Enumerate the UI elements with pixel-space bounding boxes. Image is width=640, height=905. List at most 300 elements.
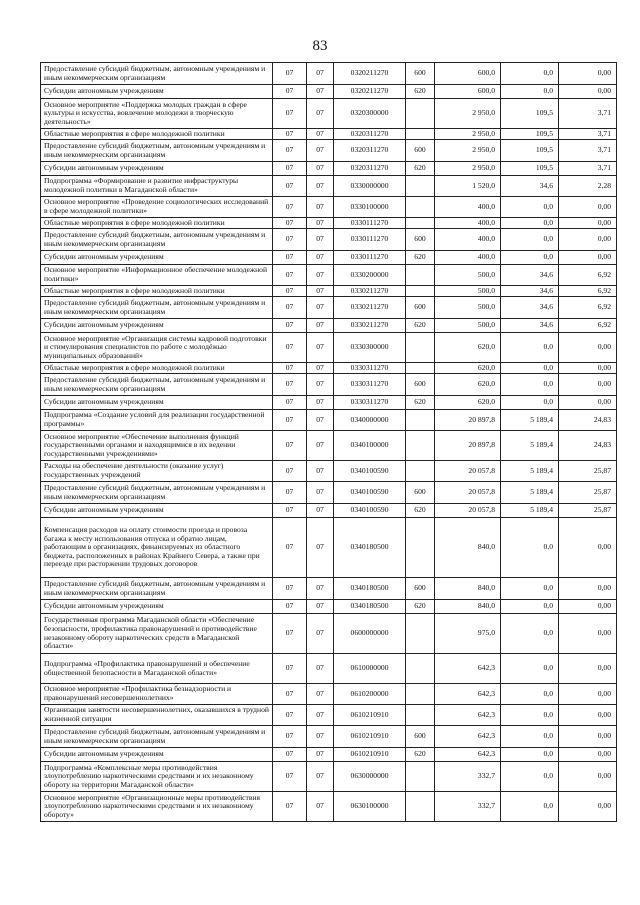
cell-section: 07 <box>273 762 307 792</box>
cell-amount: 20 057,8 <box>435 504 501 518</box>
cell-change: 0,0 <box>501 251 559 265</box>
cell-expense-type <box>406 792 435 822</box>
table-row <box>41 762 617 792</box>
cell-target-article: 0610200000 <box>334 684 406 705</box>
cell-subsection: 07 <box>307 705 334 726</box>
cell-change: 0,0 <box>501 229 559 251</box>
cell-amount: 332,7 <box>435 762 501 792</box>
cell-target-article: 0320300000 <box>334 99 406 129</box>
cell-percent: 24,83 <box>559 431 617 461</box>
cell-name: Подпрограмма «Комплексные меры противодействия злоупотреблению наркотическими средствами и их незаконному обороту на территории Магаданской области» <box>41 762 273 792</box>
cell-section: 07 <box>273 684 307 705</box>
cell-subsection: 07 <box>307 333 334 363</box>
cell-percent: 0,00 <box>559 705 617 726</box>
cell-subsection: 07 <box>307 140 334 162</box>
cell-section: 07 <box>273 333 307 363</box>
cell-expense-type <box>406 363 435 374</box>
cell-percent: 0,00 <box>559 85 617 99</box>
cell-percent: 6,92 <box>559 319 617 333</box>
cell-amount: 332,7 <box>435 792 501 822</box>
cell-subsection: 07 <box>307 600 334 614</box>
cell-name: Предоставление субсидий бюджетным, автономным учреждениям и иным некоммерческим организациям <box>41 578 273 600</box>
cell-subsection: 07 <box>307 265 334 286</box>
cell-change: 109,5 <box>501 162 559 176</box>
table-row <box>41 504 617 518</box>
cell-change: 0,0 <box>501 363 559 374</box>
cell-expense-type <box>406 431 435 461</box>
cell-subsection: 07 <box>307 63 334 85</box>
cell-expense-type: 620 <box>406 396 435 410</box>
cell-percent: 0,00 <box>559 229 617 251</box>
cell-target-article: 0330300000 <box>334 333 406 363</box>
cell-change: 0,0 <box>501 63 559 85</box>
cell-expense-type <box>406 684 435 705</box>
cell-change: 0,0 <box>501 333 559 363</box>
cell-target-article: 0630000000 <box>334 762 406 792</box>
cell-section: 07 <box>273 792 307 822</box>
cell-subsection: 07 <box>307 176 334 197</box>
cell-percent: 0,00 <box>559 726 617 748</box>
cell-name: Предоставление субсидий бюджетным, автономным учреждениям и иным некоммерческим организациям <box>41 726 273 748</box>
cell-percent: 6,92 <box>559 265 617 286</box>
cell-percent: 25,87 <box>559 482 617 504</box>
cell-target-article: 0340100590 <box>334 461 406 482</box>
cell-name: Подпрограмма «Создание условий для реализации государственной программы» <box>41 410 273 431</box>
table-row <box>41 251 617 265</box>
cell-target-article: 0320311270 <box>334 129 406 140</box>
cell-expense-type <box>406 218 435 229</box>
cell-amount: 600,0 <box>435 63 501 85</box>
cell-percent: 6,92 <box>559 297 617 319</box>
cell-subsection: 07 <box>307 578 334 600</box>
cell-amount: 975,0 <box>435 614 501 654</box>
cell-section: 07 <box>273 654 307 684</box>
cell-section: 07 <box>273 319 307 333</box>
cell-change: 0,0 <box>501 654 559 684</box>
cell-subsection: 07 <box>307 99 334 129</box>
cell-name: Субсидии автономным учреждениям <box>41 251 273 265</box>
cell-expense-type <box>406 197 435 218</box>
cell-target-article: 0330000000 <box>334 176 406 197</box>
cell-expense-type <box>406 286 435 297</box>
table-row <box>41 792 617 822</box>
cell-target-article: 0330111270 <box>334 251 406 265</box>
cell-percent: 0,00 <box>559 363 617 374</box>
cell-percent: 25,87 <box>559 461 617 482</box>
cell-subsection: 07 <box>307 684 334 705</box>
cell-change: 0,0 <box>501 762 559 792</box>
cell-change: 0,0 <box>501 726 559 748</box>
cell-section: 07 <box>273 600 307 614</box>
cell-percent: 0,00 <box>559 518 617 578</box>
cell-amount: 620,0 <box>435 333 501 363</box>
cell-amount: 20 897,8 <box>435 410 501 431</box>
cell-change: 5 189,4 <box>501 431 559 461</box>
cell-target-article: 0610210910 <box>334 705 406 726</box>
cell-percent: 0,00 <box>559 374 617 396</box>
table-row <box>41 176 617 197</box>
cell-expense-type <box>406 129 435 140</box>
cell-section: 07 <box>273 578 307 600</box>
cell-subsection: 07 <box>307 762 334 792</box>
cell-percent: 6,92 <box>559 286 617 297</box>
cell-amount: 500,0 <box>435 297 501 319</box>
cell-amount: 2 950,0 <box>435 140 501 162</box>
cell-expense-type: 620 <box>406 251 435 265</box>
cell-change: 0,0 <box>501 705 559 726</box>
cell-target-article: 0330111270 <box>334 229 406 251</box>
cell-percent: 3,71 <box>559 162 617 176</box>
cell-target-article: 0610210910 <box>334 726 406 748</box>
cell-section: 07 <box>273 286 307 297</box>
cell-percent: 0,00 <box>559 218 617 229</box>
cell-change: 0,0 <box>501 197 559 218</box>
cell-name: Областные мероприятия в сфере молодежной политики <box>41 129 273 140</box>
cell-expense-type: 620 <box>406 162 435 176</box>
cell-name: Предоставление субсидий бюджетным, автономным учреждениям и иным некоммерческим организациям <box>41 297 273 319</box>
cell-section: 07 <box>273 410 307 431</box>
cell-section: 07 <box>273 396 307 410</box>
cell-subsection: 07 <box>307 129 334 140</box>
table-row <box>41 85 617 99</box>
cell-target-article: 0630100000 <box>334 792 406 822</box>
cell-name: Предоставление субсидий бюджетным, автономным учреждениям и иным некоммерческим организациям <box>41 63 273 85</box>
cell-section: 07 <box>273 85 307 99</box>
cell-amount: 642,3 <box>435 748 501 762</box>
cell-change: 34,6 <box>501 265 559 286</box>
cell-name: Субсидии автономным учреждениям <box>41 504 273 518</box>
cell-expense-type: 620 <box>406 319 435 333</box>
cell-target-article: 0340100000 <box>334 431 406 461</box>
cell-subsection: 07 <box>307 410 334 431</box>
cell-change: 0,0 <box>501 578 559 600</box>
cell-section: 07 <box>273 374 307 396</box>
table-row <box>41 162 617 176</box>
cell-section: 07 <box>273 140 307 162</box>
cell-change: 0,0 <box>501 518 559 578</box>
cell-amount: 642,3 <box>435 705 501 726</box>
cell-expense-type <box>406 176 435 197</box>
cell-name: Областные мероприятия в сфере молодежной политики <box>41 218 273 229</box>
cell-target-article: 0330311270 <box>334 363 406 374</box>
cell-amount: 620,0 <box>435 363 501 374</box>
cell-target-article: 0320311270 <box>334 162 406 176</box>
cell-amount: 840,0 <box>435 578 501 600</box>
table-row <box>41 218 617 229</box>
cell-section: 07 <box>273 363 307 374</box>
cell-subsection: 07 <box>307 218 334 229</box>
cell-name: Основное мероприятие «Организация системы кадровой подготовки и стимулирования специалистов по работе с молодёжью муниципальных образований» <box>41 333 273 363</box>
cell-change: 34,6 <box>501 286 559 297</box>
cell-target-article: 0340180500 <box>334 600 406 614</box>
cell-section: 07 <box>273 218 307 229</box>
table-row <box>41 363 617 374</box>
table-row <box>41 396 617 410</box>
cell-percent: 0,00 <box>559 396 617 410</box>
cell-target-article: 0330211270 <box>334 319 406 333</box>
cell-expense-type: 620 <box>406 85 435 99</box>
cell-subsection: 07 <box>307 286 334 297</box>
cell-percent: 0,00 <box>559 63 617 85</box>
cell-expense-type: 600 <box>406 140 435 162</box>
page-number: 83 <box>312 38 328 54</box>
cell-expense-type: 600 <box>406 374 435 396</box>
cell-name: Основное мероприятие «Проведение социологических исследований в сфере молодежной политики» <box>41 197 273 218</box>
cell-section: 07 <box>273 63 307 85</box>
cell-name: Расходы на обеспечение деятельности (оказание услуг) государственных учреждений <box>41 461 273 482</box>
cell-name: Областные мероприятия в сфере молодежной политики <box>41 286 273 297</box>
cell-expense-type <box>406 461 435 482</box>
cell-subsection: 07 <box>307 197 334 218</box>
cell-name: Подпрограмма «Профилактика правонарушений и обеспечение общественной безопасности в Магаданской области» <box>41 654 273 684</box>
cell-expense-type <box>406 654 435 684</box>
cell-name: Субсидии автономным учреждениям <box>41 85 273 99</box>
table-row <box>41 129 617 140</box>
table-row <box>41 431 617 461</box>
cell-amount: 400,0 <box>435 251 501 265</box>
table-row <box>41 333 617 363</box>
cell-target-article: 0610210910 <box>334 748 406 762</box>
cell-expense-type <box>406 705 435 726</box>
cell-amount: 620,0 <box>435 396 501 410</box>
cell-amount: 642,3 <box>435 654 501 684</box>
cell-subsection: 07 <box>307 85 334 99</box>
table-row <box>41 684 617 705</box>
cell-name: Предоставление субсидий бюджетным, автономным учреждениям и иным некоммерческим организациям <box>41 229 273 251</box>
cell-target-article: 0320211270 <box>334 85 406 99</box>
cell-change: 5 189,4 <box>501 410 559 431</box>
cell-section: 07 <box>273 705 307 726</box>
cell-percent: 24,83 <box>559 410 617 431</box>
cell-change: 0,0 <box>501 792 559 822</box>
table-row <box>41 99 617 129</box>
cell-amount: 400,0 <box>435 197 501 218</box>
cell-expense-type <box>406 333 435 363</box>
cell-amount: 400,0 <box>435 229 501 251</box>
cell-percent: 25,87 <box>559 504 617 518</box>
cell-expense-type <box>406 99 435 129</box>
cell-percent: 0,00 <box>559 614 617 654</box>
cell-percent: 3,71 <box>559 129 617 140</box>
cell-expense-type: 600 <box>406 297 435 319</box>
table-row <box>41 518 617 578</box>
cell-change: 34,6 <box>501 176 559 197</box>
table-row <box>41 614 617 654</box>
cell-name: Предоставление субсидий бюджетным, автономным учреждениям и иным некоммерческим организациям <box>41 374 273 396</box>
cell-name: Предоставление субсидий бюджетным, автономным учреждениям и иным некоммерческим организациям <box>41 482 273 504</box>
cell-name: Субсидии автономным учреждениям <box>41 319 273 333</box>
cell-amount: 20 057,8 <box>435 482 501 504</box>
cell-target-article: 0340100590 <box>334 504 406 518</box>
cell-name: Подпрограмма «Формирование и развитие инфраструктуры молодежной политики в Магаданской области» <box>41 176 273 197</box>
cell-change: 0,0 <box>501 614 559 654</box>
cell-expense-type: 620 <box>406 748 435 762</box>
cell-amount: 642,3 <box>435 684 501 705</box>
cell-subsection: 07 <box>307 396 334 410</box>
table-row <box>41 229 617 251</box>
cell-amount: 400,0 <box>435 218 501 229</box>
cell-expense-type: 600 <box>406 229 435 251</box>
cell-subsection: 07 <box>307 482 334 504</box>
cell-expense-type: 620 <box>406 504 435 518</box>
cell-target-article: 0330311270 <box>334 374 406 396</box>
table-row <box>41 286 617 297</box>
cell-change: 0,0 <box>501 218 559 229</box>
cell-amount: 2 950,0 <box>435 129 501 140</box>
cell-percent: 3,71 <box>559 140 617 162</box>
cell-expense-type: 600 <box>406 726 435 748</box>
cell-section: 07 <box>273 726 307 748</box>
table-row <box>41 461 617 482</box>
cell-subsection: 07 <box>307 251 334 265</box>
cell-percent: 0,00 <box>559 197 617 218</box>
cell-target-article: 0330200000 <box>334 265 406 286</box>
table-row <box>41 63 617 85</box>
budget-table <box>40 62 617 822</box>
cell-amount: 2 950,0 <box>435 162 501 176</box>
cell-name: Предоставление субсидий бюджетным, автономным учреждениям и иным некоммерческим организациям <box>41 140 273 162</box>
cell-target-article: 0600000000 <box>334 614 406 654</box>
cell-amount: 642,3 <box>435 726 501 748</box>
cell-section: 07 <box>273 251 307 265</box>
cell-name: Основное мероприятие «Организационные меры противодействия злоупотреблению наркотическими средствами и их незаконному обороту» <box>41 792 273 822</box>
cell-amount: 600,0 <box>435 85 501 99</box>
cell-expense-type: 620 <box>406 600 435 614</box>
cell-change: 34,6 <box>501 297 559 319</box>
cell-change: 34,6 <box>501 319 559 333</box>
table-row <box>41 600 617 614</box>
cell-percent: 0,00 <box>559 748 617 762</box>
cell-change: 109,5 <box>501 140 559 162</box>
cell-amount: 2 950,0 <box>435 99 501 129</box>
cell-percent: 0,00 <box>559 251 617 265</box>
cell-expense-type <box>406 762 435 792</box>
cell-change: 5 189,4 <box>501 504 559 518</box>
cell-section: 07 <box>273 504 307 518</box>
cell-amount: 500,0 <box>435 319 501 333</box>
cell-target-article: 0320211270 <box>334 63 406 85</box>
cell-change: 5 189,4 <box>501 482 559 504</box>
cell-section: 07 <box>273 518 307 578</box>
cell-section: 07 <box>273 461 307 482</box>
cell-name: Основное мероприятие «Профилактика безнадзорности и правонарушений несовершеннолетних» <box>41 684 273 705</box>
cell-amount: 500,0 <box>435 286 501 297</box>
cell-name: Субсидии автономным учреждениям <box>41 600 273 614</box>
cell-subsection: 07 <box>307 504 334 518</box>
cell-name: Основное мероприятие «Поддержка молодых граждан в сфере культуры и искусства, вовлечение молодежи в творческую деятельность» <box>41 99 273 129</box>
cell-subsection: 07 <box>307 748 334 762</box>
cell-name: Компенсация расходов на оплату стоимости проезда и провоза багажа к месту использования отпуска и обратно лицам, работающим в организациях, финансируемых из областного бюджета, расположенных в районах Крайнего Севера, а также при переезде при расторжении трудовых договоров <box>41 518 273 578</box>
cell-name: Основное мероприятие «Обеспечение выполнения функций государственными органами и находящимися в их ведении государственными учреждениями» <box>41 431 273 461</box>
cell-amount: 620,0 <box>435 374 501 396</box>
cell-subsection: 07 <box>307 654 334 684</box>
cell-name: Областные мероприятия в сфере молодежной политики <box>41 363 273 374</box>
cell-amount: 840,0 <box>435 600 501 614</box>
table-row <box>41 319 617 333</box>
table-row <box>41 705 617 726</box>
cell-target-article: 0340180500 <box>334 518 406 578</box>
table-row <box>41 197 617 218</box>
cell-section: 07 <box>273 265 307 286</box>
cell-name: Субсидии автономным учреждениям <box>41 396 273 410</box>
cell-amount: 20 057,8 <box>435 461 501 482</box>
cell-section: 07 <box>273 197 307 218</box>
cell-name: Организация занятости несовершеннолетних, оказавшихся в трудной жизненной ситуации <box>41 705 273 726</box>
cell-subsection: 07 <box>307 726 334 748</box>
cell-section: 07 <box>273 748 307 762</box>
budget-table-body <box>41 63 617 822</box>
cell-target-article: 0330100000 <box>334 197 406 218</box>
cell-change: 0,0 <box>501 374 559 396</box>
cell-percent: 2,28 <box>559 176 617 197</box>
cell-amount: 840,0 <box>435 518 501 578</box>
cell-subsection: 07 <box>307 162 334 176</box>
cell-section: 07 <box>273 229 307 251</box>
cell-section: 07 <box>273 162 307 176</box>
table-row <box>41 374 617 396</box>
cell-subsection: 07 <box>307 431 334 461</box>
cell-section: 07 <box>273 129 307 140</box>
cell-section: 07 <box>273 297 307 319</box>
cell-percent: 0,00 <box>559 792 617 822</box>
cell-expense-type: 600 <box>406 63 435 85</box>
cell-target-article: 0330211270 <box>334 297 406 319</box>
cell-subsection: 07 <box>307 792 334 822</box>
cell-change: 0,0 <box>501 748 559 762</box>
table-row <box>41 297 617 319</box>
cell-target-article: 0610000000 <box>334 654 406 684</box>
cell-name: Субсидии автономным учреждениям <box>41 748 273 762</box>
cell-change: 109,5 <box>501 129 559 140</box>
cell-change: 109,5 <box>501 99 559 129</box>
table-row <box>41 265 617 286</box>
cell-subsection: 07 <box>307 229 334 251</box>
cell-percent: 0,00 <box>559 333 617 363</box>
cell-section: 07 <box>273 99 307 129</box>
cell-percent: 0,00 <box>559 654 617 684</box>
cell-subsection: 07 <box>307 297 334 319</box>
cell-percent: 0,00 <box>559 684 617 705</box>
cell-name: Государственная программа Магаданской области «Обеспечение безопасности, профилактика правонарушений и противодействие незаконному обороту наркотических средств в Магаданской области» <box>41 614 273 654</box>
cell-subsection: 07 <box>307 319 334 333</box>
cell-expense-type: 600 <box>406 578 435 600</box>
table-row <box>41 748 617 762</box>
cell-subsection: 07 <box>307 518 334 578</box>
cell-percent: 0,00 <box>559 600 617 614</box>
cell-expense-type: 600 <box>406 482 435 504</box>
table-row <box>41 140 617 162</box>
cell-change: 0,0 <box>501 684 559 705</box>
cell-target-article: 0340100590 <box>334 482 406 504</box>
cell-subsection: 07 <box>307 374 334 396</box>
cell-name: Основное мероприятие «Информационное обеспечение молодежной политики» <box>41 265 273 286</box>
cell-percent: 0,00 <box>559 578 617 600</box>
cell-amount: 1 520,0 <box>435 176 501 197</box>
table-row <box>41 482 617 504</box>
table-row <box>41 578 617 600</box>
cell-expense-type <box>406 518 435 578</box>
cell-percent: 3,71 <box>559 99 617 129</box>
cell-change: 0,0 <box>501 600 559 614</box>
cell-name: Субсидии автономным учреждениям <box>41 162 273 176</box>
cell-section: 07 <box>273 176 307 197</box>
cell-expense-type <box>406 265 435 286</box>
table-row <box>41 410 617 431</box>
cell-section: 07 <box>273 614 307 654</box>
cell-amount: 500,0 <box>435 265 501 286</box>
cell-target-article: 0330111270 <box>334 218 406 229</box>
cell-change: 0,0 <box>501 85 559 99</box>
